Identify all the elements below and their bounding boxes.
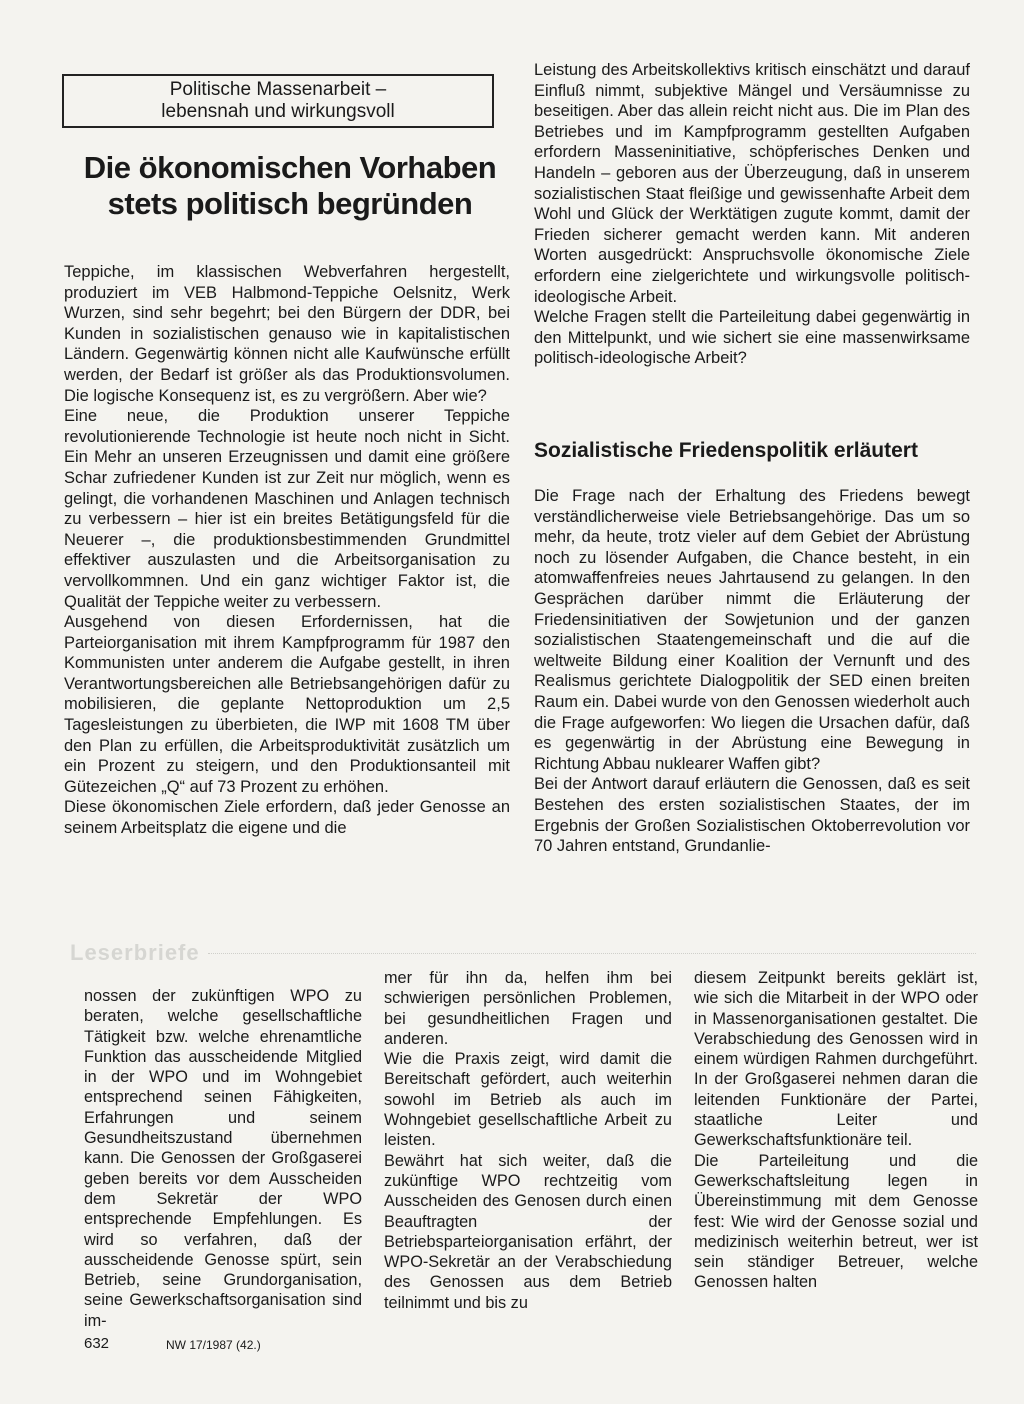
bottom-column-1 (84, 986, 362, 1331)
paragraph: Diese ökonomischen Ziele erfordern, daß jeder Genosse an seinem Arbeitsplatz die eigene und die (64, 798, 510, 838)
paragraph: Leistung des Arbeitskollektivs kritisch einschätzt und darauf Einfluß nimmt, subjektive Mängel und Versäumnisse zu beseitigen. Aber das allein reicht nicht aus. Die im Plan des Betriebes und im Kampfprogramm gestellten Aufgaben erfordern Masseninitiative, schöpferisches Denken und Handeln – geboren aus der Überzeugung, daß in unserem sozialistischen Staat fleißige und gewissenhafte Arbeit dem Wohl und Glück der Werktätigen zugute kommt, damit der Frieden sicherer gemacht werden kann. Mit anderen Worten ausgedrückt: Anspruchsvolle ökonomische Ziele erfordern eine zielgerichtete und wirkungsvolle politisch-ideologische Arbeit. (534, 61, 970, 306)
divider-line (208, 953, 976, 954)
paragraph: Teppiche, im klassischen Webverfahren hergestellt, produziert im VEB Halbmond-Teppiche Oelsnitz, Werk Wurzen, sind sehr begehrt; bei den Bürgern der DDR, bei Kunden in sozialistischen genauso wie in kapitalistischen Ländern. Gegenwärtig können nicht alle Kaufwünsche erfüllt werden, der Bedarf ist größer als das Produktionsvolumen. Die logische Konsequenz ist, es zu vergrößern. Aber wie? (64, 263, 510, 405)
article-headline: Die ökonomischen Vorhaben stets politisch begründen (83, 150, 497, 221)
section-subheading: Sozialistische Friedenspolitik erläutert (534, 439, 918, 462)
paragraph: mer für ihn da, helfen ihm bei schwierigen persönlichen Problemen, bei gesundheitlichen Fragen und anderen. (384, 969, 672, 1048)
paragraph: Bei der Antwort darauf erläutern die Genossen, daß es seit Bestehen des ersten sozialistischen Staates, der im Ergebnis der Großen Sozialistischen Oktoberrevolution vor 70 Jahren entstand, Grundanlie- (534, 775, 970, 856)
paragraph: Eine neue, die Produktion unserer Teppiche revolutionierende Technologie ist heute noch nicht in Sicht. Ein Mehr an unseren Erzeugnissen und damit eine größere Schar zufriedener Kunden ist zur Zeit nur möglich, wenn es gelingt, die vorhandenen Maschinen und Anlagen technisch zu verbessern – hier ist ein breites Betätigungsfeld für die Neuerer –, die produktionsbestimmenden Grundmittel effektiver auszulasten und die Arbeitsorganisation zu vervollkommnen. Und ein ganz wichtiger Faktor ist, die Qualität der Teppiche weiter zu verbessern. (64, 407, 510, 611)
bottom-column-3 (694, 968, 978, 1293)
paragraph: diesem Zeitpunkt bereits geklärt ist, wie sich die Mitarbeit in der WPO oder in Massenorganisationen gestaltet. Die Verabschiedung des Genossen wird in einem würdigen Rahmen durchgeführt. In der Großgaserei nehmen daran die leitenden Funktionäre der Partei, staatliche Leiter und Gewerkschaftsfunktionäre teil. (694, 969, 978, 1150)
page-number: 632 (84, 1335, 110, 1352)
right-column-mid (534, 486, 970, 857)
divider-label: Leserbriefe (70, 940, 200, 965)
bottom-column-2 (384, 968, 672, 1313)
section-divider (70, 938, 976, 968)
issue-label: NW 17/1987 (42.) (166, 1338, 261, 1352)
paragraph: Ausgehend von diesen Erfordernissen, hat die Parteiorganisation mit ihrem Kampfprogramm für 1987 den Kommunisten unter anderem die Aufgabe gestellt, in ihren Verantwortungsbereichen alle Betriebsangehörigen dafür zu mobilisieren, die geplante Nettoproduktion um 2,5 Tagesleistungen zu überbieten, die IWP mit 1608 TM über den Plan zu erfüllen, die Arbeitsproduktivität zusätzlich um ein Prozent zu steigern, und den Produktionsanteil mit Gütezeichen „Q“ auf 73 Prozent zu erhöhen. (64, 613, 510, 796)
paragraph: Wie die Praxis zeigt, wird damit die Bereitschaft gefördert, auch weiterhin sowohl im Betrieb als auch im Wohngebiet gesellschaftliche Arbeit zu leisten. (384, 1050, 672, 1150)
paragraph: nossen der zukünftigen WPO zu beraten, welche gesellschaftliche Tätigkeit bzw. welche ehrenamtliche Funktion das ausscheidende Mitglied in der WPO und im Wohngebiet entsprechend seinen Fähigkeiten, Erfahrungen und seinem Gesundheitszustand übernehmen kann. Die Genossen der Großgaserei geben bereits vor dem Ausscheiden dem Sekretär der WPO entsprechende Empfehlungen. Es wird so verfahren, daß der ausscheidende Genosse spürt, sein Betrieb, seine Grundorganisation, seine Gewerkschaftsorganisation sind im- (84, 987, 362, 1330)
kicker-line-1: Politische Massenarbeit – (169, 79, 387, 100)
right-column-top (534, 60, 970, 369)
paragraph: Bewährt hat sich weiter, daß die zukünftige WPO rechtzeitig vom Ausscheiden des Genosen durch einen Beauftragten der Betriebsparteiorganisation erfährt, der WPO-Sekretär an der Verabschiedung des Genossen aus dem Betrieb teilnimmt und bis zu (384, 1151, 672, 1312)
paragraph: Welche Fragen stellt die Parteileitung dabei gegenwärtig in den Mittelpunkt, und wie sichert sie eine massenwirksame politisch-ideologische Arbeit? (534, 308, 970, 368)
paragraph: Die Parteileitung und die Gewerkschaftsleitung legen in Übereinstimmung mit dem Genosse fest: Wie wird der Genosse sozial und medizinisch weiterhin betreut, wer ist sein ständiger Betreuer, welche Genossen halten (694, 1151, 978, 1292)
kicker-line-2: lebensnah und wirkungsvoll (161, 101, 395, 122)
kicker-box (62, 74, 494, 128)
left-column (64, 262, 510, 839)
paragraph: Die Frage nach der Erhaltung des Friedens bewegt verständlicherweise viele Betriebsangehörige. Das um so mehr, da heute, trotz vieler auf dem Gebiet der Abrüstung noch zu lösender Aufgaben, die Chance besteht, in ein atomwaffenfreies neues Jahrtausend zu gelangen. In den Gesprächen darüber nimmt die Erläuterung der Friedensinitiativen der Sowjetunion und der ganzen sozialistischen Staatengemeinschaft und die auf die weltweite Bildung einer Koalition der Vernunft und des Realismus gerichtete Dialogpolitik der SED einen breiten Raum ein. Dabei wurde von den Genossen wiederholt auch die Frage aufgeworfen: Wo liegen die Ursachen dafür, daß es gegenwärtig in der Abrüstung eine Bewegung in Richtung Abbau nuklearer Waffen gibt? (534, 487, 970, 773)
